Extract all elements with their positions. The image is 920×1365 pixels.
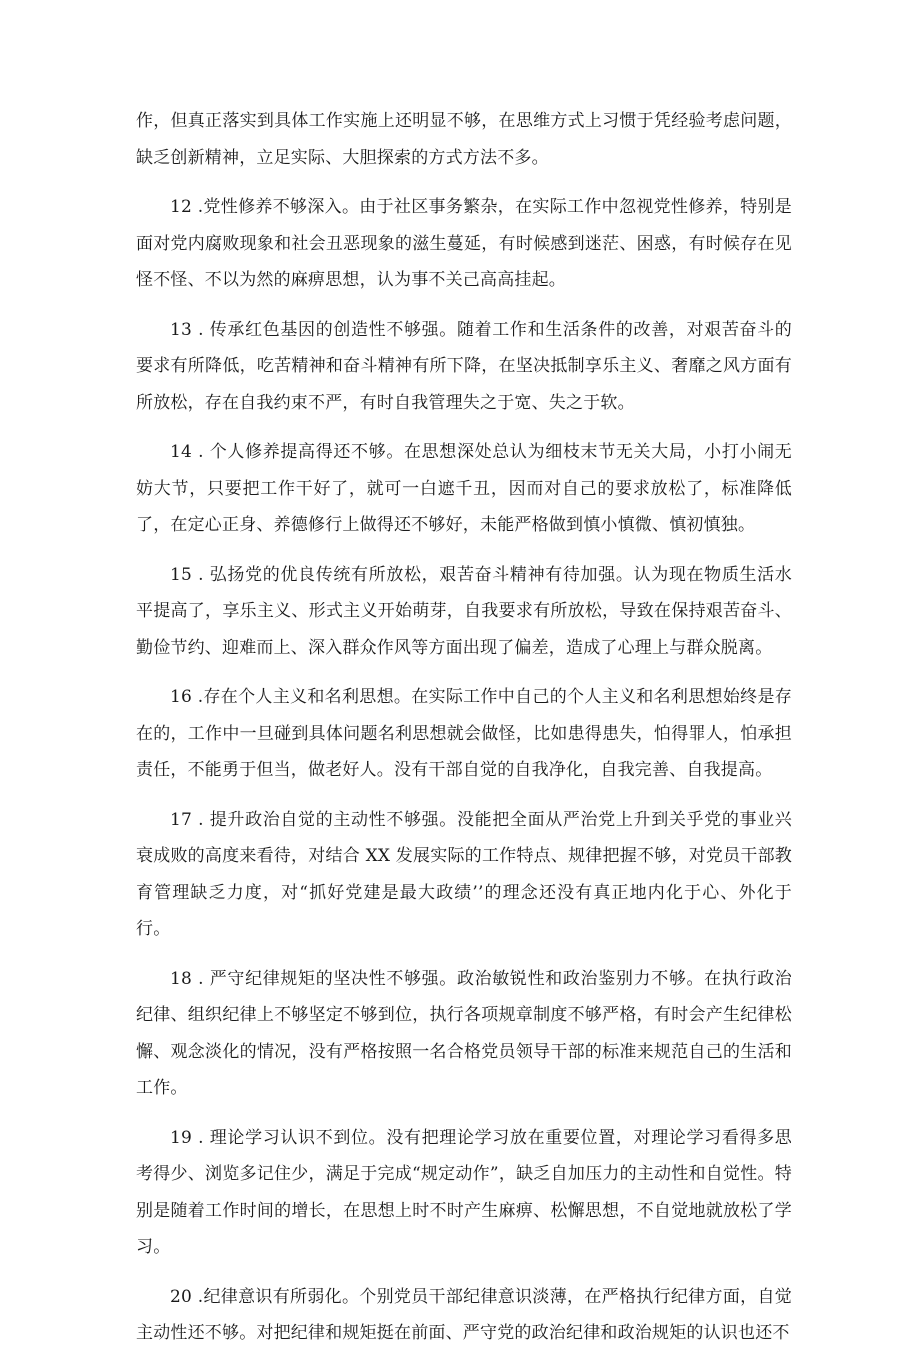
paragraph-item-17: 17 . 提升政治自觉的主动性不够强。没能把全面从严治党上升到关乎党的事业兴衰成败的高度来看待，对结合 XX 发展实际的工作特点、规律把握不够，对党员干部教育管理缺乏力度，对“抓好党建是最大政绩’’的理念还没有真正地内化于心、外化于行。 bbox=[136, 809, 792, 939]
paragraph-item-12: 12 .党性修养不够深入。由于社区事务繁杂，在实际工作中忽视党性修养，特别是面对党内腐败现象和社会丑恶现象的滋生蔓延，有时候感到迷茫、困惑，有时候存在见怪不怪、不以为然的麻痹思想，认为事不关己高高挂起。 bbox=[136, 197, 792, 290]
paragraph-item-18: 18 . 严守纪律规矩的坚决性不够强。政治敏锐性和政治鉴别力不够。在执行政治纪律、组织纪律上不够坚定不够到位，执行各项规章制度不够严格，有时会产生纪律松懈、观念淡化的情况，没有严格按照一名合格党员领导干部的标准来规范自己的生活和工作。 bbox=[136, 968, 792, 1098]
document-page bbox=[136, 103, 792, 1365]
paragraph-item-19: 19 . 理论学习认识不到位。没有把理论学习放在重要位置，对理论学习看得多思考得少、浏览多记住少，满足于完成“规定动作”，缺乏自加压力的主动性和自觉性。特别是随着工作时间的增长，在思想上时不时产生麻痹、松懈思想，不自觉地就放松了学习。 bbox=[136, 1127, 792, 1257]
paragraph-continuation: 作，但真正落实到具体工作实施上还明显不够，在思维方式上习惯于凭经验考虑问题，缺乏创新精神，立足实际、大胆探索的方式方法不多。 bbox=[136, 111, 792, 168]
paragraph-item-14: 14 . 个人修养提高得还不够。在思想深处总认为细枝末节无关大局，小打小闹无妨大节，只要把工作干好了，就可一白遮千丑，因而对自己的要求放松了，标准降低了，在定心正身、养德修行上做得还不够好，未能严格做到慎小慎微、慎初慎独。 bbox=[136, 442, 792, 535]
paragraph-item-16: 16 .存在个人主义和名利思想。在实际工作中自己的个人主义和名利思想始终是存在的，工作中一旦碰到具体问题名利思想就会做怪，比如患得患失，怕得罪人，怕承担责任，不能勇于但当，做老好人。没有干部自觉的自我净化，自我完善、自我提高。 bbox=[136, 687, 792, 780]
paragraph-item-15: 15 . 弘扬党的优良传统有所放松，艰苦奋斗精神有待加强。认为现在物质生活水平提高了，享乐主义、形式主义开始萌芽，自我要求有所放松，导致在保持艰苦奋斗、勤俭节约、迎难而上、深入群众作风等方面出现了偏差，造成了心理上与群众脱离。 bbox=[136, 564, 792, 658]
paragraph-item-13: 13 . 传承红色基因的创造性不够强。随着工作和生活条件的改善，对艰苦奋斗的要求有所降低，吃苦精神和奋斗精神有所下降，在坚决抵制享乐主义、奢靡之风方面有所放松，存在自我约束不严，有时自我管理失之于宽、失之于软。 bbox=[136, 319, 792, 413]
paragraph-item-20: 20 .纪律意识有所弱化。个别党员干部纪律意识淡薄，在严格执行纪律方面，自觉主动性还不够。对把纪律和规矩挺在前面、严守党的政治纪律和政治规矩的认识也还不 bbox=[136, 1286, 792, 1343]
